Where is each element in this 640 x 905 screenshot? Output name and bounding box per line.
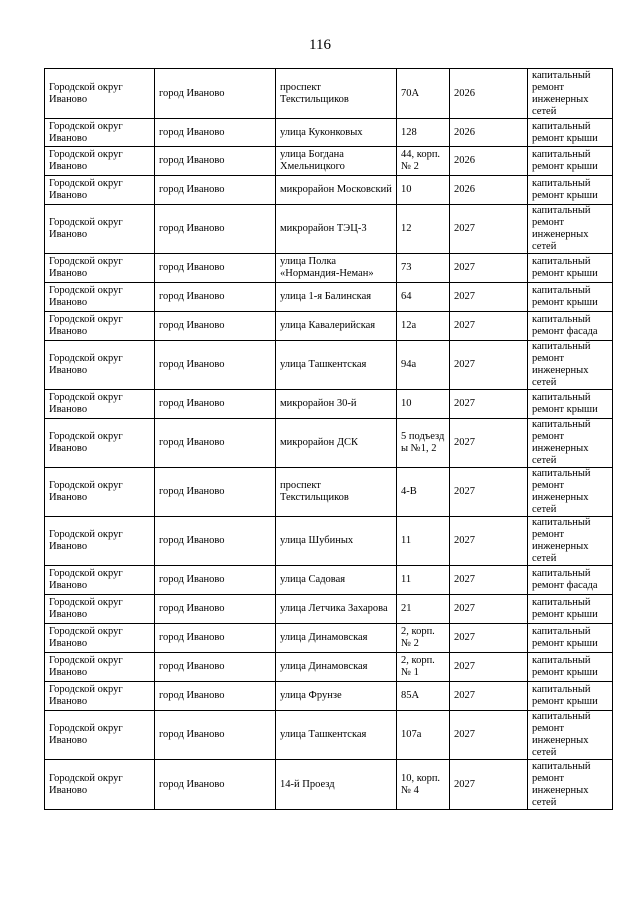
year-cell: 2027: [450, 419, 528, 468]
work-type-cell: капитальный ремонт инженерных сетей: [528, 517, 613, 566]
street-cell: микрорайон ТЭЦ-3: [276, 205, 397, 254]
street-cell: улица Ташкентская: [276, 341, 397, 390]
table-row: [45, 760, 613, 810]
work-type-cell: капитальный ремонт инженерных сетей: [528, 468, 613, 517]
street-cell: улица Шубиных: [276, 517, 397, 566]
work-type-cell: капитальный ремонт инженерных сетей: [528, 205, 613, 254]
work-type-cell: капитальный ремонт крыши: [528, 283, 613, 312]
work-type-cell: капитальный ремонт крыши: [528, 254, 613, 283]
work-type-cell: капитальный ремонт фасада: [528, 566, 613, 595]
year-cell: 2027: [450, 624, 528, 653]
street-cell: 14-й Проезд: [276, 760, 397, 810]
street-cell: улица Динамовская: [276, 624, 397, 653]
district-cell: Городской округ Иваново: [45, 341, 155, 390]
city-cell: город Иваново: [155, 390, 276, 419]
year-cell: 2026: [450, 176, 528, 205]
house-cell: 10, корп. № 4: [397, 760, 450, 810]
year-cell: 2027: [450, 566, 528, 595]
work-type-cell: капитальный ремонт инженерных сетей: [528, 760, 613, 810]
city-cell: город Иваново: [155, 419, 276, 468]
street-cell: улица Куконковых: [276, 119, 397, 147]
city-cell: город Иваново: [155, 341, 276, 390]
table-row: [45, 176, 613, 205]
table-row: [45, 283, 613, 312]
district-cell: Городской округ Иваново: [45, 517, 155, 566]
table-row: [45, 566, 613, 595]
house-cell: 70А: [397, 69, 450, 119]
house-cell: 107а: [397, 711, 450, 760]
district-cell: Городской округ Иваново: [45, 566, 155, 595]
district-cell: Городской округ Иваново: [45, 595, 155, 624]
district-cell: Городской округ Иваново: [45, 176, 155, 205]
table-row: [45, 147, 613, 176]
work-type-cell: капитальный ремонт крыши: [528, 682, 613, 711]
house-cell: 44, корп. № 2: [397, 147, 450, 176]
table-row: [45, 711, 613, 760]
street-cell: улица Полка «Нормандия-Неман»: [276, 254, 397, 283]
district-cell: Городской округ Иваново: [45, 419, 155, 468]
street-cell: улица Летчика Захарова: [276, 595, 397, 624]
district-cell: Городской округ Иваново: [45, 254, 155, 283]
table-row: [45, 312, 613, 341]
district-cell: Городской округ Иваново: [45, 682, 155, 711]
city-cell: город Иваново: [155, 147, 276, 176]
work-type-cell: капитальный ремонт фасада: [528, 312, 613, 341]
house-cell: 73: [397, 254, 450, 283]
work-type-cell: капитальный ремонт крыши: [528, 653, 613, 682]
work-type-cell: капитальный ремонт крыши: [528, 119, 613, 147]
city-cell: город Иваново: [155, 468, 276, 517]
house-cell: 2, корп. № 1: [397, 653, 450, 682]
city-cell: город Иваново: [155, 205, 276, 254]
street-cell: улица Динамовская: [276, 653, 397, 682]
city-cell: город Иваново: [155, 711, 276, 760]
table-row: [45, 682, 613, 711]
table-body: [45, 69, 613, 810]
district-cell: Городской округ Иваново: [45, 711, 155, 760]
street-cell: проспект Текстильщиков: [276, 468, 397, 517]
table-row: [45, 653, 613, 682]
work-type-cell: капитальный ремонт крыши: [528, 624, 613, 653]
work-type-cell: капитальный ремонт крыши: [528, 147, 613, 176]
city-cell: город Иваново: [155, 119, 276, 147]
house-cell: 85А: [397, 682, 450, 711]
city-cell: город Иваново: [155, 517, 276, 566]
year-cell: 2026: [450, 119, 528, 147]
table-row: [45, 595, 613, 624]
table-row: [45, 517, 613, 566]
table-row: [45, 341, 613, 390]
street-cell: улица Садовая: [276, 566, 397, 595]
district-cell: Городской округ Иваново: [45, 760, 155, 810]
street-cell: улица Богдана Хмельницкого: [276, 147, 397, 176]
year-cell: 2027: [450, 283, 528, 312]
street-cell: микрорайон Московский: [276, 176, 397, 205]
house-cell: 10: [397, 176, 450, 205]
year-cell: 2027: [450, 468, 528, 517]
house-cell: 10: [397, 390, 450, 419]
table-row: [45, 390, 613, 419]
table-row: [45, 419, 613, 468]
city-cell: город Иваново: [155, 653, 276, 682]
year-cell: 2026: [450, 147, 528, 176]
house-cell: 12: [397, 205, 450, 254]
street-cell: микрорайон ДСК: [276, 419, 397, 468]
table-row: [45, 205, 613, 254]
page-number: 116: [309, 37, 331, 53]
street-cell: улица Ташкентская: [276, 711, 397, 760]
work-type-cell: капитальный ремонт инженерных сетей: [528, 711, 613, 760]
year-cell: 2027: [450, 254, 528, 283]
district-cell: Городской округ Иваново: [45, 119, 155, 147]
year-cell: 2027: [450, 205, 528, 254]
district-cell: Городской округ Иваново: [45, 390, 155, 419]
house-cell: 2, корп. № 2: [397, 624, 450, 653]
house-cell: 12а: [397, 312, 450, 341]
year-cell: 2026: [450, 69, 528, 119]
city-cell: город Иваново: [155, 566, 276, 595]
district-cell: Городской округ Иваново: [45, 147, 155, 176]
house-cell: 11: [397, 517, 450, 566]
district-cell: Городской округ Иваново: [45, 653, 155, 682]
district-cell: Городской округ Иваново: [45, 69, 155, 119]
house-cell: 11: [397, 566, 450, 595]
house-cell: 21: [397, 595, 450, 624]
city-cell: город Иваново: [155, 283, 276, 312]
house-cell: 94а: [397, 341, 450, 390]
district-cell: Городской округ Иваново: [45, 205, 155, 254]
city-cell: город Иваново: [155, 682, 276, 711]
work-type-cell: капитальный ремонт крыши: [528, 176, 613, 205]
city-cell: город Иваново: [155, 176, 276, 205]
street-cell: улица Кавалерийская: [276, 312, 397, 341]
table-row: [45, 624, 613, 653]
table-row: [45, 254, 613, 283]
city-cell: город Иваново: [155, 254, 276, 283]
district-cell: Городской округ Иваново: [45, 468, 155, 517]
year-cell: 2027: [450, 760, 528, 810]
district-cell: Городской округ Иваново: [45, 283, 155, 312]
table-row: [45, 69, 613, 119]
table-row: [45, 468, 613, 517]
city-cell: город Иваново: [155, 624, 276, 653]
street-cell: улица 1-я Балинская: [276, 283, 397, 312]
house-cell: 64: [397, 283, 450, 312]
city-cell: город Иваново: [155, 760, 276, 810]
table-row: [45, 119, 613, 147]
work-type-cell: капитальный ремонт крыши: [528, 390, 613, 419]
year-cell: 2027: [450, 682, 528, 711]
city-cell: город Иваново: [155, 595, 276, 624]
street-cell: проспект Текстильщиков: [276, 69, 397, 119]
street-cell: микрорайон 30-й: [276, 390, 397, 419]
house-cell: 5 подъезд ы №1, 2: [397, 419, 450, 468]
city-cell: город Иваново: [155, 69, 276, 119]
year-cell: 2027: [450, 341, 528, 390]
year-cell: 2027: [450, 711, 528, 760]
capital-repair-table: [44, 68, 613, 810]
year-cell: 2027: [450, 653, 528, 682]
house-cell: 128: [397, 119, 450, 147]
work-type-cell: капитальный ремонт инженерных сетей: [528, 341, 613, 390]
work-type-cell: капитальный ремонт крыши: [528, 595, 613, 624]
city-cell: город Иваново: [155, 312, 276, 341]
district-cell: Городской округ Иваново: [45, 624, 155, 653]
work-type-cell: капитальный ремонт инженерных сетей: [528, 69, 613, 119]
work-type-cell: капитальный ремонт инженерных сетей: [528, 419, 613, 468]
street-cell: улица Фрунзе: [276, 682, 397, 711]
district-cell: Городской округ Иваново: [45, 312, 155, 341]
year-cell: 2027: [450, 517, 528, 566]
year-cell: 2027: [450, 595, 528, 624]
house-cell: 4-В: [397, 468, 450, 517]
year-cell: 2027: [450, 312, 528, 341]
year-cell: 2027: [450, 390, 528, 419]
